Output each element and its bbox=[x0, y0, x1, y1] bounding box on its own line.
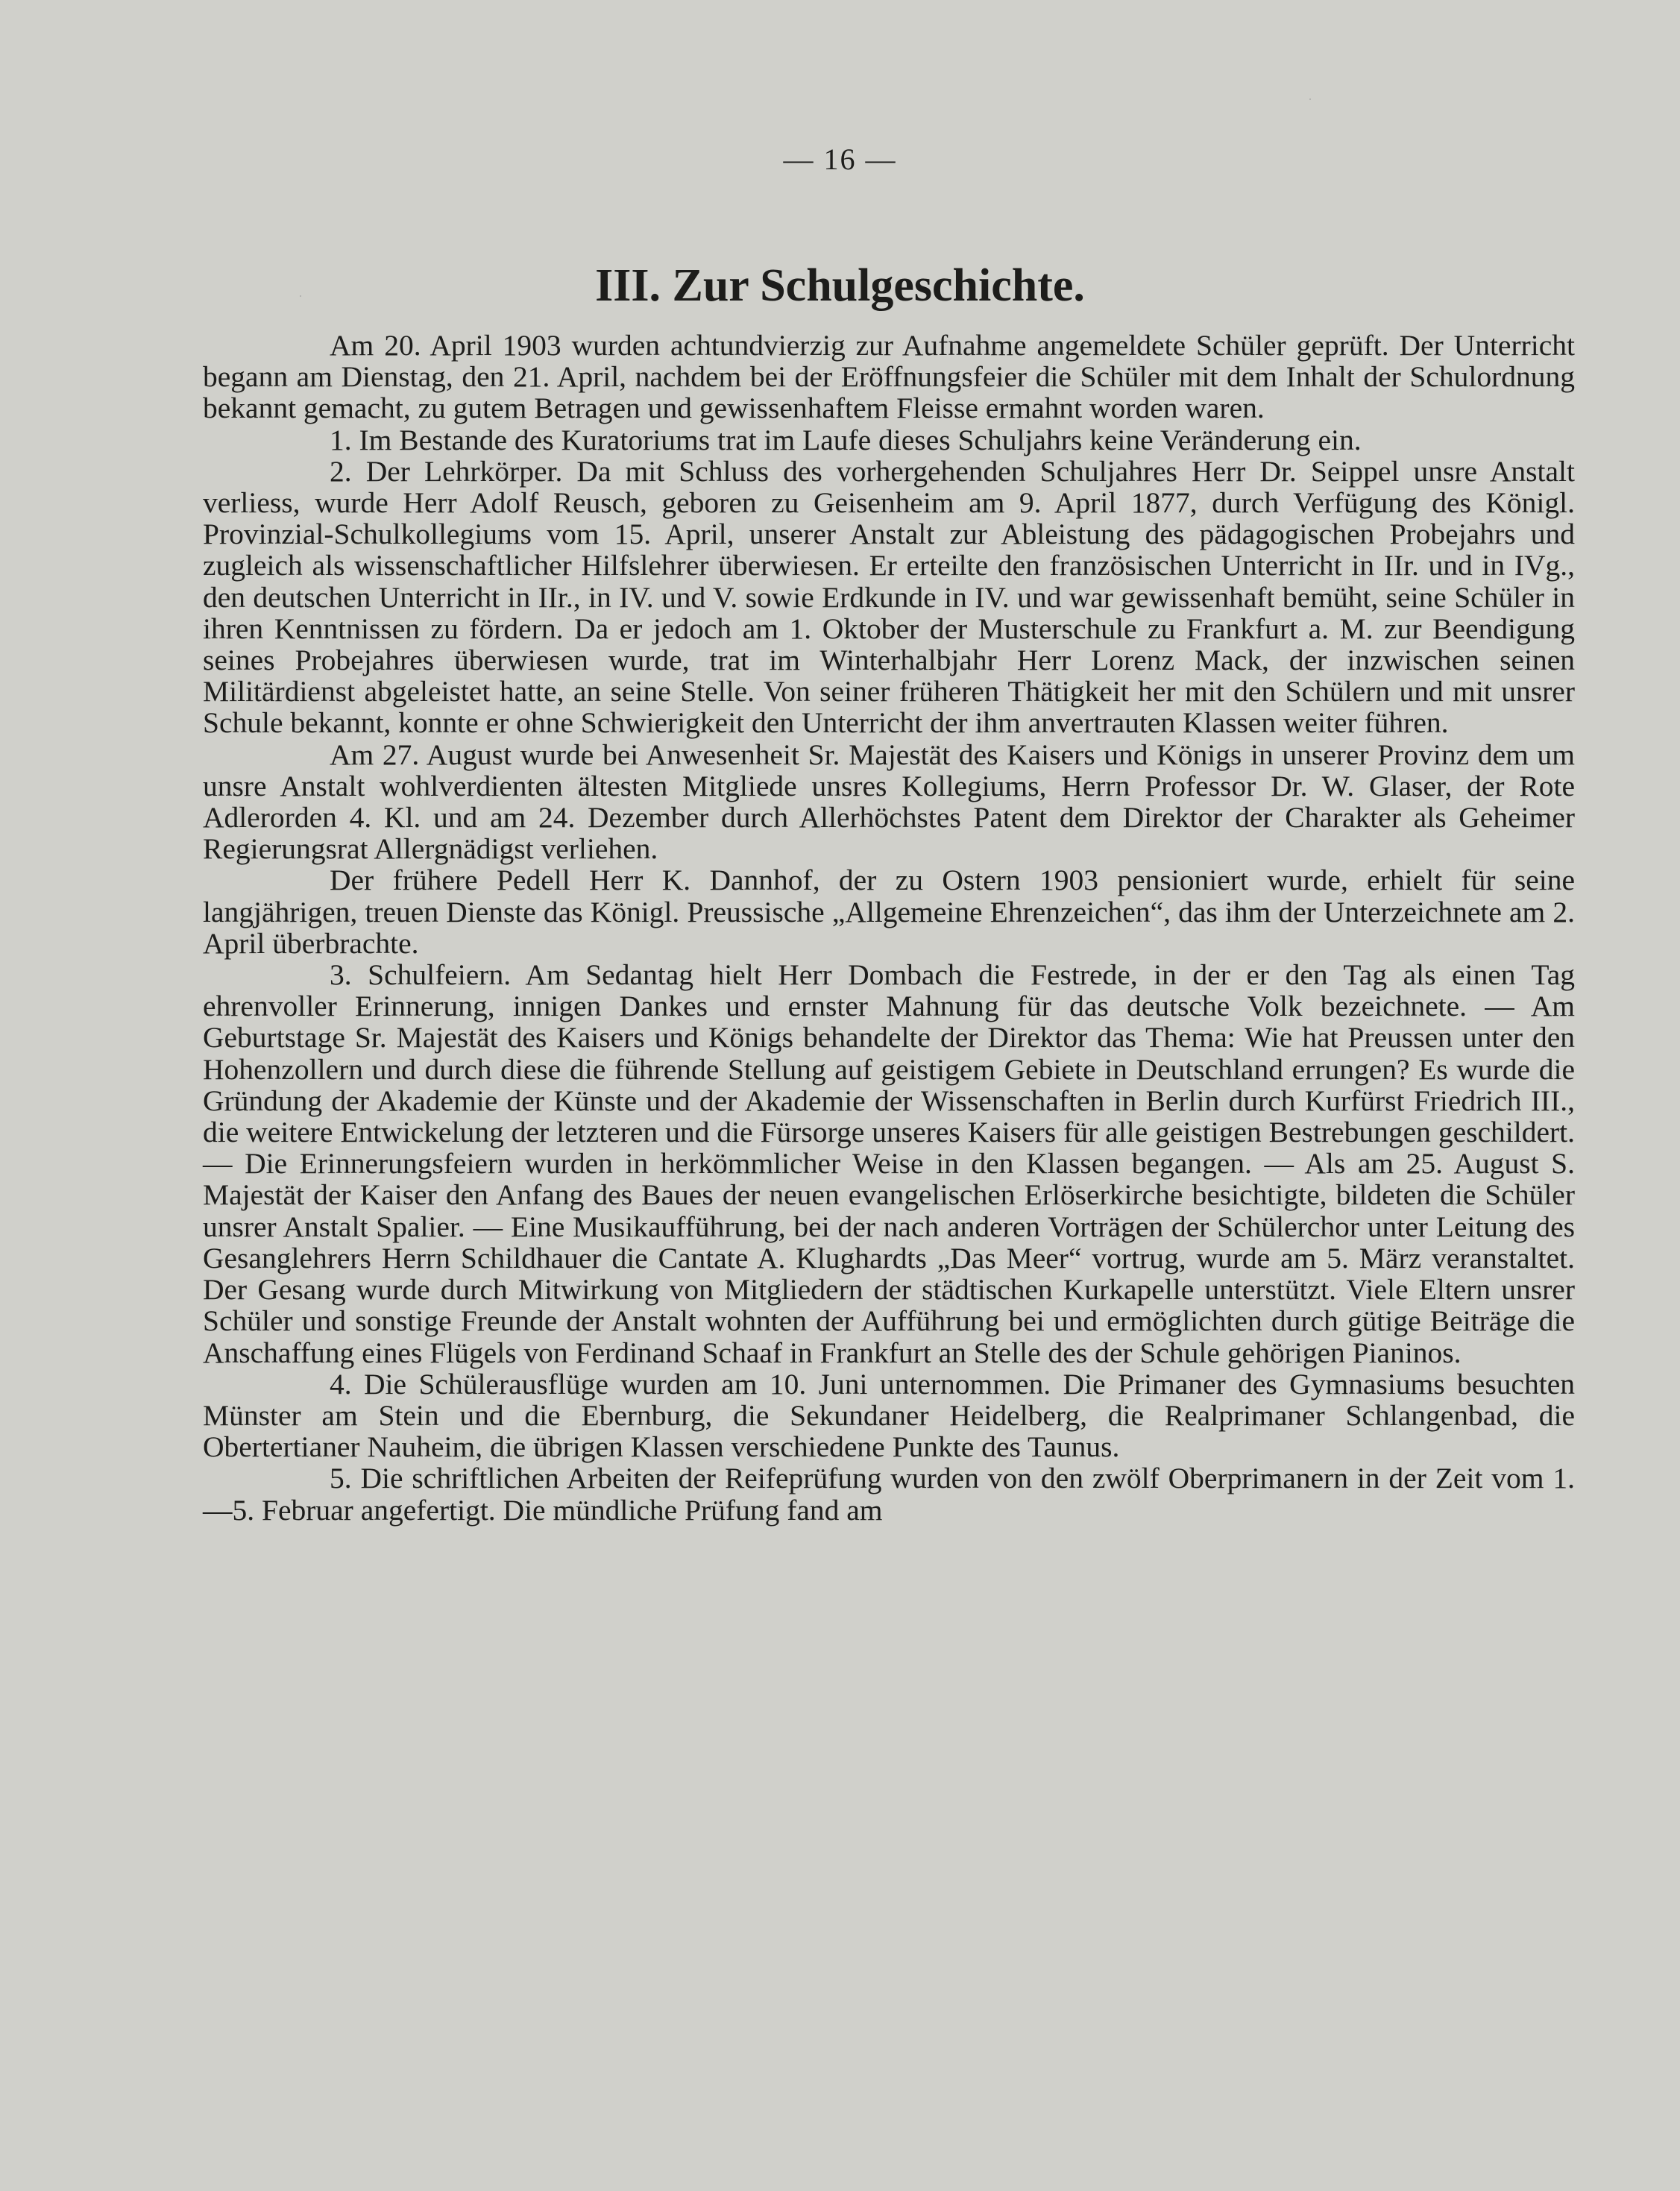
paragraph-auszeichnungen: Am 27. August wurde bei Anwesenheit Sr. Majestät des Kaisers und Königs in unserer Provinz dem um unsre Anstalt wohlverdienten ältesten Mitgliede unsres Kollegiums, Herrn Professor Dr. W. Glaser, der Rote Adlerorden 4. Kl. und am 24. Dezember durch Allerhöchstes Patent dem Direktor der Charakter als Geheimer Regierungsrat Allergnädigst verliehen. bbox=[203, 738, 1575, 866]
paragraph-schulfeiern: 3. Schulfeiern. Am Sedantag hielt Herr Dombach die Festrede, in der er den Tag als einen Tag ehrenvoller Erinnerung, innigen Dankes und ernster Mahnung für das deutsche Volk bezeichnete. — Am Geburtstage Sr. Majestät des Kaisers und Königs behandelte der Direktor das Thema: Wie hat Preussen unter den Hohenzollern und durch diese die führende Stellung auf geistigem Gebiete in Deutschland errungen? Es wurde die Gründung der Akademie der Künste und der Akademie der Wissenschaften in Berlin durch Kurfürst Friedrich III., die weitere Entwickelung der letzteren und die Fürsorge unseres Kaisers für alle geistigen Bestrebungen geschildert. — Die Erinnerungsfeiern wurden in herkömmlicher Weise in den Klassen begangen. — Als am 25. August S. Majestät der Kaiser den Anfang des Baues der neuen evangelischen Erlöserkirche besichtigte, bildeten die Schüler unsrer Anstalt Spalier. — Eine Musikaufführung, bei der nach anderen Vorträgen der Schülerchor unter Leitung des Gesanglehrers Herrn Schildhauer die Cantate A. Klughardts „Das Meer“ vortrug, wurde am 5. März veranstaltet. Der Gesang wurde durch Mitwirkung von Mitgliedern der städtischen Kurkapelle unterstützt. Viele Eltern unsrer Schüler und sonstige Freunde der Anstalt wohnten der Aufführung bei und ermöglichten durch gütige Beiträge die Anschaffung eines Flügels von Ferdinand Schaaf in Frankfurt an Stelle des der Schule gehörigen Pianinos. bbox=[203, 958, 1575, 1369]
section-title: III. Zur Schulgeschichte. bbox=[595, 260, 1085, 311]
paper-speck bbox=[1309, 98, 1311, 100]
paragraph-intro: Am 20. April 1903 wurden achtundvierzig zur Aufnahme angemeldete Schüler geprüft. Der Unterricht begann am Dienstag, den 21. April, nachdem bei der Eröffnungsfeier die Schüler mit dem Inhalt der Schulordnung bekannt gemacht, zu gutem Betragen und gewissenhaftem Fleisse ermahnt worden waren. bbox=[203, 329, 1575, 425]
paragraph-schuelerausfluege: 4. Die Schülerausflüge wurden am 10. Juni unternommen. Die Primaner des Gymnasiums besuchten Münster am Stein und die Ebernburg, die Sekundaner Heidelberg, die Realprimaner Schlangenbad, die Obertertianer Nauheim, die übrigen Klassen verschiedene Punkte des Taunus. bbox=[203, 1367, 1575, 1464]
paragraph-pedell: Der frühere Pedell Herr K. Dannhof, der zu Ostern 1903 pensioniert wurde, erhielt für seine langjährigen, treuen Dienste das Königl. Preussische „Allgemeine Ehrenzeichen“, das ihm der Unterzeichnete am 2. April überbrachte. bbox=[203, 864, 1575, 960]
page-number: — 16 — bbox=[783, 142, 897, 176]
paragraph-kuratorium: 1. Im Bestande des Kuratoriums trat im Laufe dieses Schuljahrs keine Veränderung ein. bbox=[330, 423, 1362, 456]
body-text bbox=[203, 330, 1575, 1526]
paragraph-reifepruefung: 5. Die schriftlichen Arbeiten der Reifeprüfung wurden von den zwölf Oberprimanern in der Zeit vom 1.—5. Februar angefertigt. Die mündliche Prüfung fand am bbox=[203, 1462, 1575, 1527]
paragraph-lehrkoerper: 2. Der Lehrkörper. Da mit Schluss des vorhergehenden Schuljahres Herr Dr. Seippel unsre Anstalt verliess, wurde Herr Adolf Reusch, geboren zu Geisenheim am 9. April 1877, durch Verfügung des Königl. Provinzial-Schulkollegiums vom 15. April, unserer Anstalt zur Ableistung des pädagogischen Probejahrs und zugleich als wissenschaftlicher Hilfslehrer überwiesen. Er erteilte den französischen Unterricht in IIr. und in IVg., den deutschen Unterricht in IIr., in IV. und V. sowie Erdkunde in IV. und war gewissenhaft bemüht, seine Schüler in ihren Kenntnissen zu fördern. Da er jedoch am 1. Oktober der Musterschule zu Frankfurt a. M. zur Beendigung seines Probejahres überwiesen wurde, trat im Winterhalbjahr Herr Lorenz Mack, der inzwischen seinen Militärdienst abgeleistet hatte, an seine Stelle. Von seiner früheren Thätigkeit her mit den Schülern und mit unsrer Schule bekannt, konnte er ohne Schwierigkeit den Unterricht der ihm anvertrauten Klassen weiter führen. bbox=[203, 454, 1575, 740]
